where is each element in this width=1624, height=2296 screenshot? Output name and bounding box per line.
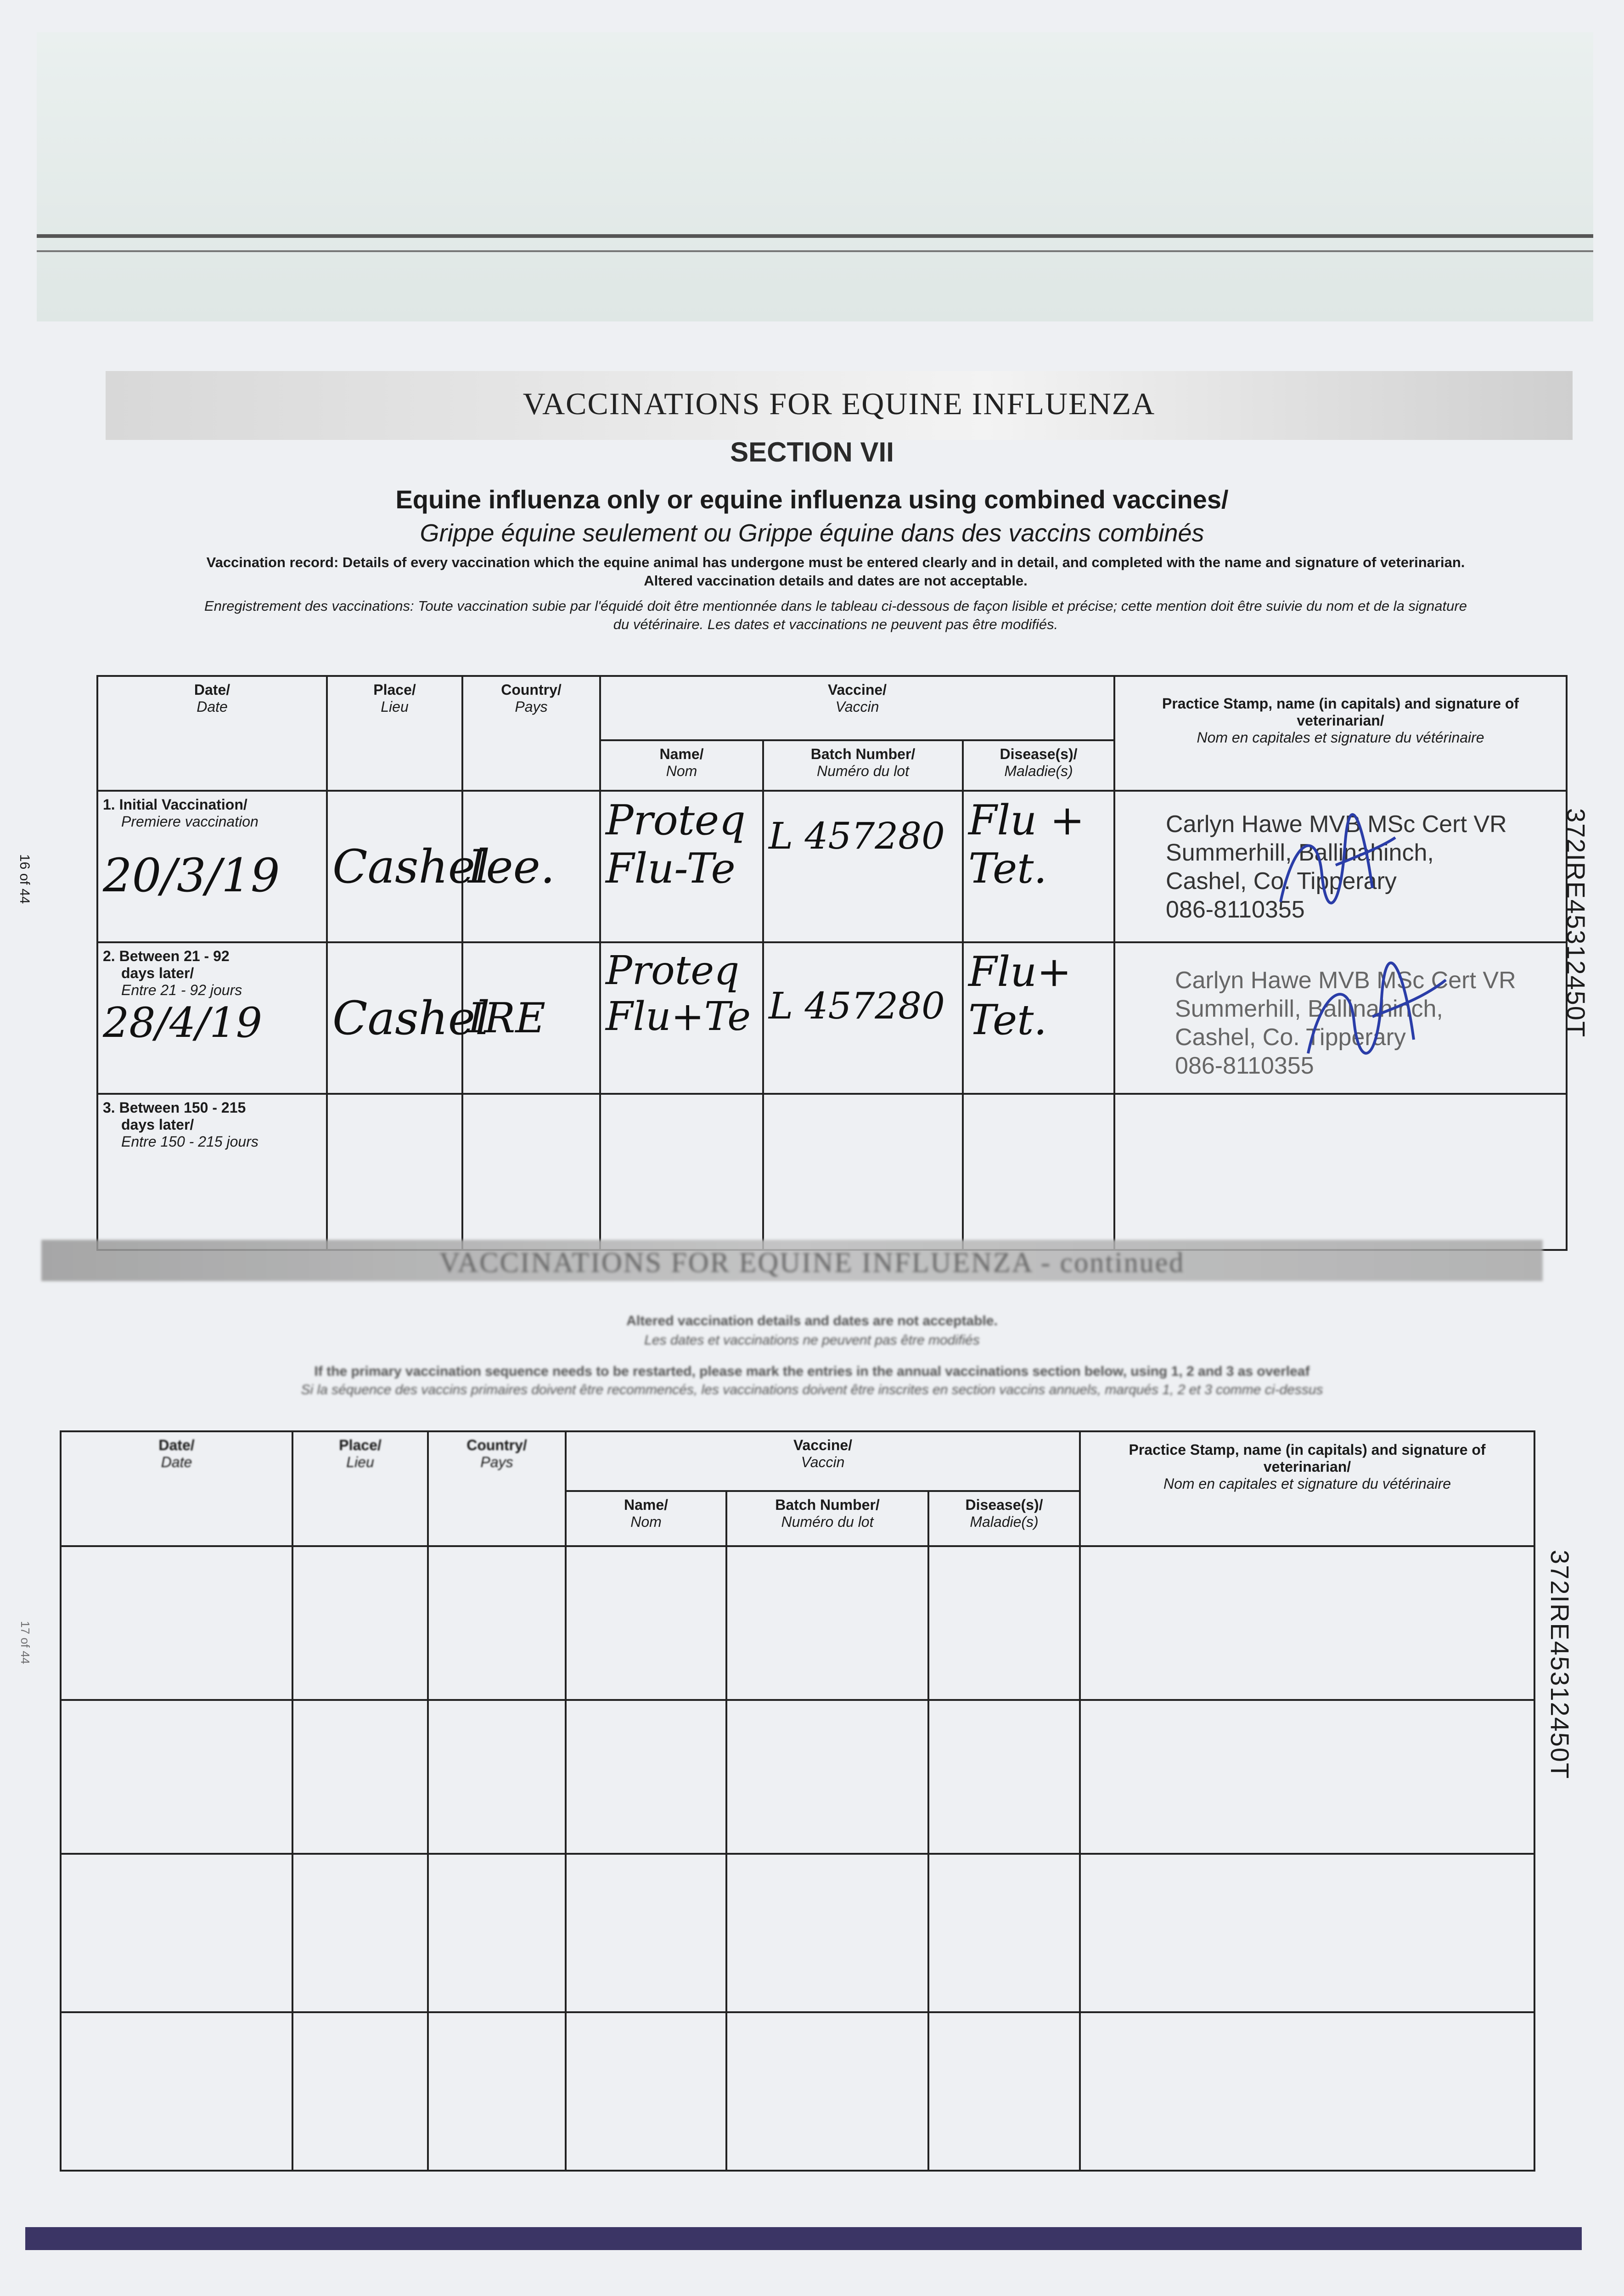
stamp-line: Carlyn Hawe MVB MSc Cert VR [1166,811,1507,838]
empty-cell [292,1546,428,1700]
vaccine-name-2: Flu-Te [606,844,736,893]
table-row [61,2012,1534,2171]
empty-cell [566,2012,726,2171]
overleaf-line: Altered vaccination details and dates are not acceptable. [626,1313,998,1328]
table-row [61,1854,1534,2012]
place-cell [327,942,490,1094]
empty-cell [726,2012,928,2171]
empty-cell [61,1546,292,1700]
empty-cell [763,1094,963,1250]
empty-cell [428,1700,566,1854]
row-label-fr: Entre 150 - 215 jours [121,1133,258,1150]
place-value: Cashel [332,991,490,1045]
header-disease: Disease(s)/ Maladie(s) [928,1491,1080,1546]
divider-line [37,234,1593,238]
section-heading: SECTION VII [730,437,894,467]
empty-cell [1080,1546,1534,1700]
page-title: VACCINATIONS FOR EQUINE INFLUENZA [523,386,1156,421]
country-cell [462,791,600,942]
empty-cell [462,1094,600,1250]
header-vaccine: Vaccine/ Vaccin [600,676,1114,740]
header-stamp: Practice Stamp, name (in capitals) and signature of veterinarian/ Nom en capitales et signature du vétérinaire [1114,676,1567,791]
document-id: 372IRE45312450T [1562,808,1590,1038]
empty-cell [928,2012,1080,2171]
record-text-fr-2: du vétérinaire. Les dates et vaccinations ne peuvent pas être modifiés. [613,616,1058,632]
header-batch: Batch Number/ Numéro du lot [726,1491,928,1546]
record-instructions-fr [101,597,1570,634]
batch-number: L 457280 [769,815,945,857]
vaccine-name-cell [600,791,763,942]
document-id-overleaf: 372IRE45312450T [1545,1550,1574,1780]
divider-line [37,250,1593,252]
empty-cell [327,1094,462,1250]
stamp-line: Cashel, Co. Tipperary [1175,1024,1406,1051]
overleaf-line: If the primary vaccination sequence needs to be restarted, please mark the entries in the annual vaccinations section below, using 1, 2 and 3 as overleaf [314,1364,1310,1379]
row-label: 2. Between 21 - 92 [103,948,230,964]
empty-cell [61,1854,292,2012]
vaccine-name: Proteq [606,948,740,994]
overleaf-line: Si la séquence des vaccins primaires doivent être recommencés, les vaccinations doivent être inscrites en section vaccins annuels, marqués 1, 2 et 3 comme ci-dessus [301,1382,1323,1397]
stamp-line: 086-8110355 [1175,1052,1314,1079]
empty-cell [61,2012,292,2171]
row-label-cell [97,942,327,1094]
empty-cell [726,1546,928,1700]
empty-cell [566,1854,726,2012]
scan-shadow-top [37,32,1593,321]
disease-2: Tet. [968,844,1047,893]
table-row [97,942,1567,1094]
stamp-cell [1114,942,1567,1094]
overleaf-vaccination-table [60,1430,1535,2172]
empty-cell [292,1700,428,1854]
header-batch: Batch Number/ Numéro du lot [763,740,963,791]
signature-mark [1267,819,1405,920]
empty-cell [428,1546,566,1700]
empty-cell [61,1700,292,1854]
empty-cell [1080,2012,1534,2171]
batch-cell [763,942,963,1094]
batch-cell [763,791,963,942]
country-value: Iee. [468,839,555,894]
row-label: 3. Between 150 - 215 [103,1099,246,1116]
page-number: 16 of 44 [17,854,32,904]
header-stamp: Practice Stamp, name (in capitals) and signature of veterinarian/ Nom en capitales et signature du vétérinaire [1080,1431,1534,1546]
empty-cell [726,1700,928,1854]
vaccine-name: Proteq [606,796,746,844]
empty-cell [726,1854,928,2012]
disease: Flu+ [968,948,1072,996]
subtitle-en: Equine influenza only or equine influenza using combined vaccines/ [395,485,1229,514]
table-row [97,791,1567,942]
table-header-row [61,1431,1534,1491]
empty-cell [292,2012,428,2171]
row-label-fr: Premiere vaccination [121,813,258,830]
empty-cell [428,1854,566,2012]
signature-mark [1290,962,1455,1081]
vaccine-name-2: Flu+Te [606,994,751,1040]
row-label-cell [97,1094,327,1250]
stamp-line: Cashel, Co. Tipperary [1166,868,1397,895]
disease-cell [963,791,1114,942]
empty-cell [1114,1094,1567,1250]
header-date: Date/ Date [61,1431,292,1546]
table-header-row [97,676,1567,740]
record-text-en-2: Altered vaccination details and dates are not acceptable. [644,573,1028,589]
header-country: Country/ Pays [462,676,600,791]
empty-cell [928,1700,1080,1854]
stamp-line: Summerhill, Ballinahinch, [1166,839,1434,866]
empty-cell [566,1700,726,1854]
row-label-2: days later/ [121,965,194,981]
record-instructions-en [110,553,1561,590]
empty-cell [928,1854,1080,2012]
country-value: IRE [468,994,546,1042]
batch-number: L 457280 [769,985,945,1027]
row-label-2: days later/ [121,1116,194,1133]
stamp-line: Summerhill, Ballinahinch, [1175,996,1443,1022]
table-row [97,1094,1567,1250]
header-vaccine: Vaccine/ Vaccin [566,1431,1080,1491]
subtitle-fr: Grippe équine seulement ou Grippe équine dans des vaccins combinés [420,519,1204,547]
empty-cell [1080,1700,1534,1854]
row-label: 1. Initial Vaccination/ [103,796,247,813]
header-country: Country/ Pays [428,1431,566,1546]
place-value: Cashel [332,839,490,894]
vaccination-date: 28/4/19 [103,999,262,1047]
empty-cell [600,1094,763,1250]
stamp-line: 086-8110355 [1166,896,1305,923]
header-name: Name/ Nom [566,1491,726,1546]
header-name: Name/ Nom [600,740,763,791]
table-row [61,1546,1534,1700]
row-label-cell [97,791,327,942]
overleaf-line: Les dates et vaccinations ne peuvent pas être modifiés [644,1333,980,1348]
overleaf-title: VACCINATIONS FOR EQUINE INFLUENZA - continued [439,1247,1185,1278]
disease-2: Tet. [968,996,1047,1044]
header-disease: Disease(s)/ Maladie(s) [963,740,1114,791]
vaccination-date: 20/3/19 [103,849,280,902]
header-place: Place/ Lieu [292,1431,428,1546]
header-date: Date/ Date [97,676,327,791]
vaccine-name-cell [600,942,763,1094]
place-cell [327,791,490,942]
empty-cell [292,1854,428,2012]
stamp-line: Carlyn Hawe MVB MSc Cert VR [1175,967,1516,994]
disease-cell [963,942,1114,1094]
header-place: Place/ Lieu [327,676,462,791]
empty-cell [1080,1854,1534,2012]
stamp-cell [1114,791,1567,942]
vaccination-table [96,675,1568,1251]
country-cell [462,942,600,1094]
page-number-next: 17 of 44 [18,1621,32,1664]
empty-cell [928,1546,1080,1700]
empty-cell [428,2012,566,2171]
disease: Flu + [968,796,1085,844]
empty-cell [963,1094,1114,1250]
bottom-border-bar [25,2227,1582,2250]
table-row [61,1700,1534,1854]
record-text-en: Vaccination record: Details of every vaccination which the equine animal has undergone must be entered clearly and in detail, and completed with the name and signature of veterinarian. [206,554,1465,570]
record-text-fr: Enregistrement des vaccinations: Toute vaccination subie par l'équidé doit être mentionnée dans le tableau ci-dessous de façon lisible et précise; cette mention doit être suivie du nom et de la signature [204,598,1467,614]
empty-cell [566,1546,726,1700]
row-label-fr: Entre 21 - 92 jours [121,982,242,998]
